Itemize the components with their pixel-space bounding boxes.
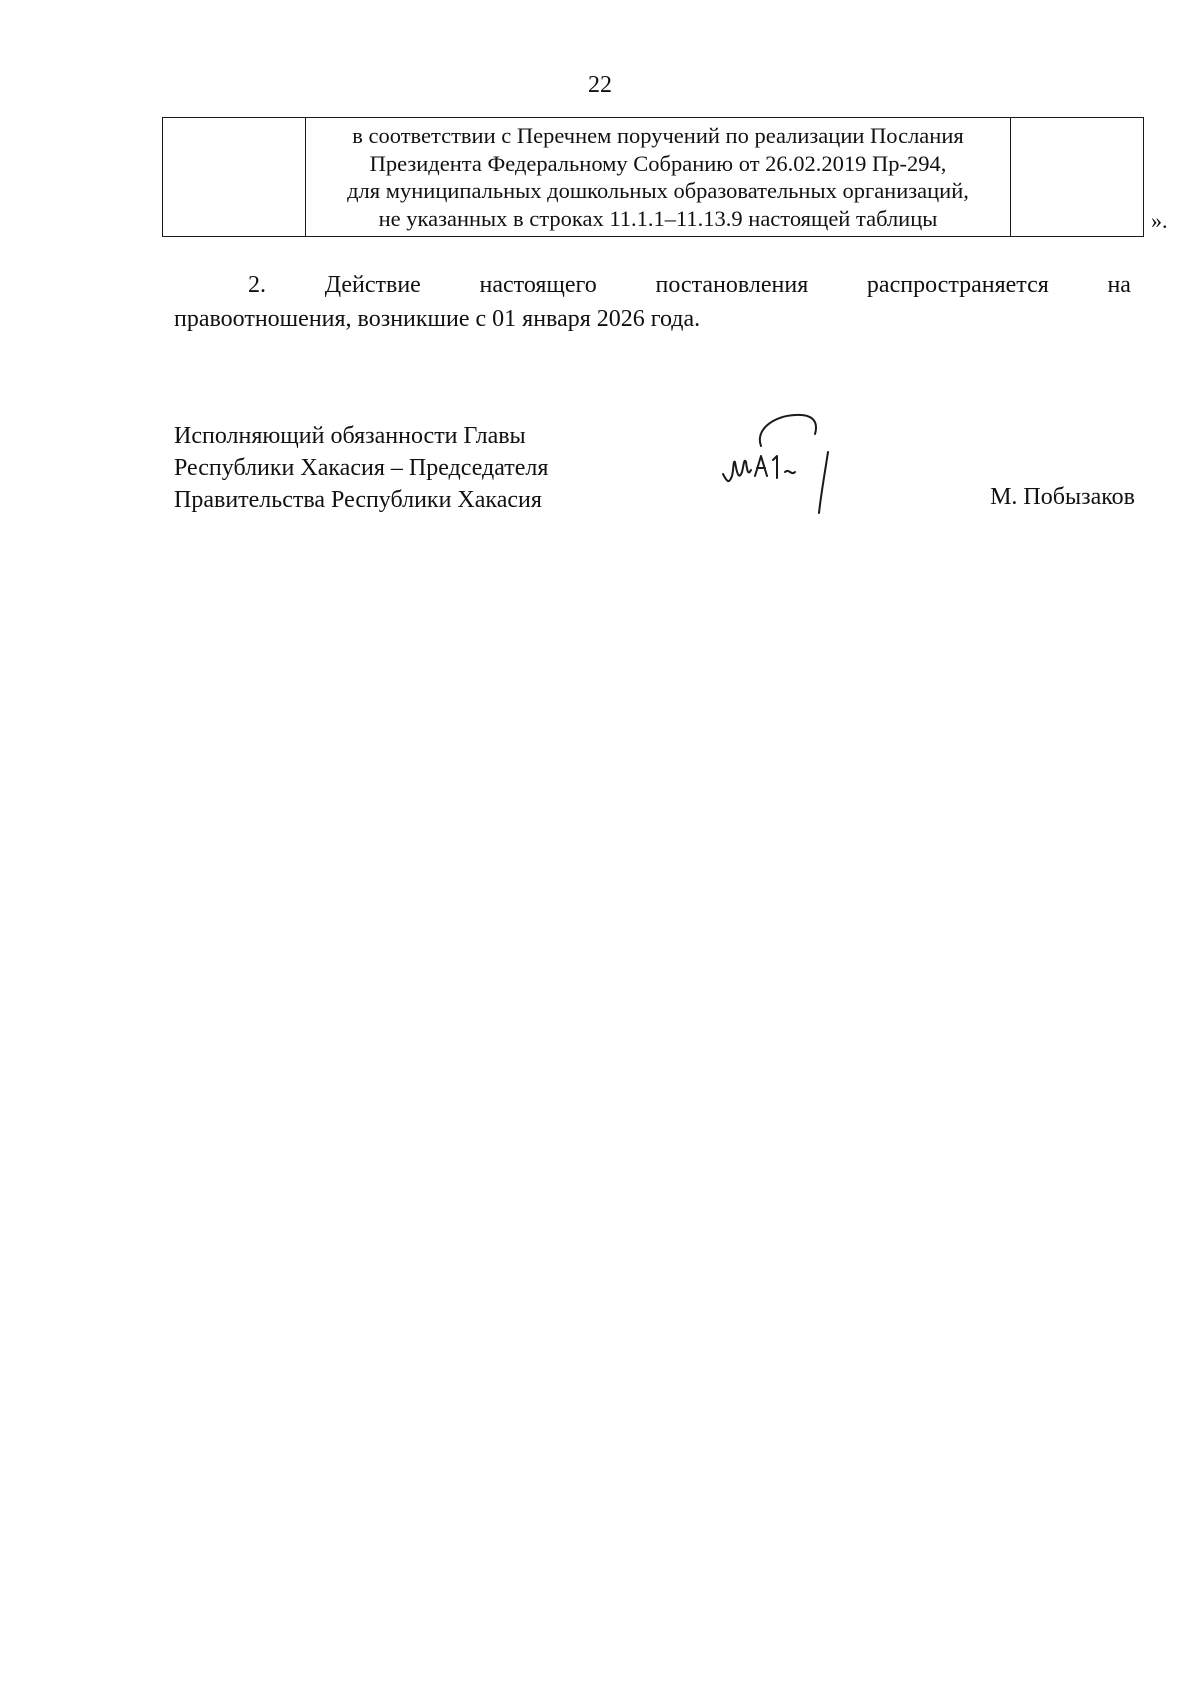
paragraph-2 [174,268,1131,336]
handwritten-signature [715,410,865,530]
signatory-title-line: Исполняющий обязанности Главы [174,423,526,449]
paragraph-word: постановления [655,272,809,298]
page-number: 22 [588,72,612,98]
table-cell-description [306,118,1011,237]
signatory-title-line: Республики Хакасия – Председателя [174,455,549,481]
paragraph-line: правоотношения, возникшие с 01 января 2026 года. [174,306,701,332]
paragraph-word: настоящего [479,272,597,298]
table-row [163,118,1144,237]
signatory-title-line: Правительства Республики Хакасия [174,487,542,513]
table-cell-empty-left [163,118,306,237]
continuation-table [162,117,1144,237]
signatory-title [174,420,548,516]
paragraph-line [174,268,1131,302]
paragraph-word: 2. [248,272,266,298]
paragraph-word: Действие [324,272,421,298]
table-cell-line: не указанных в строках 11.1.1–11.13.9 настоящей таблицы [378,205,938,231]
table-cell-line: для муниципальных дошкольных образовательных организаций, [347,178,969,203]
closing-quote: ». [1151,208,1168,233]
signer-name: М. Побызаков [990,484,1135,510]
table-cell-line: в соответствии с Перечнем поручений по реализации Послания [352,123,964,148]
table-cell-line: Президента Федеральному Собранию от 26.02.2019 Пр-294, [369,150,947,176]
table-cell-empty-right [1011,118,1144,237]
paragraph-word: распространяется [866,272,1049,298]
paragraph-word: на [1107,272,1131,298]
